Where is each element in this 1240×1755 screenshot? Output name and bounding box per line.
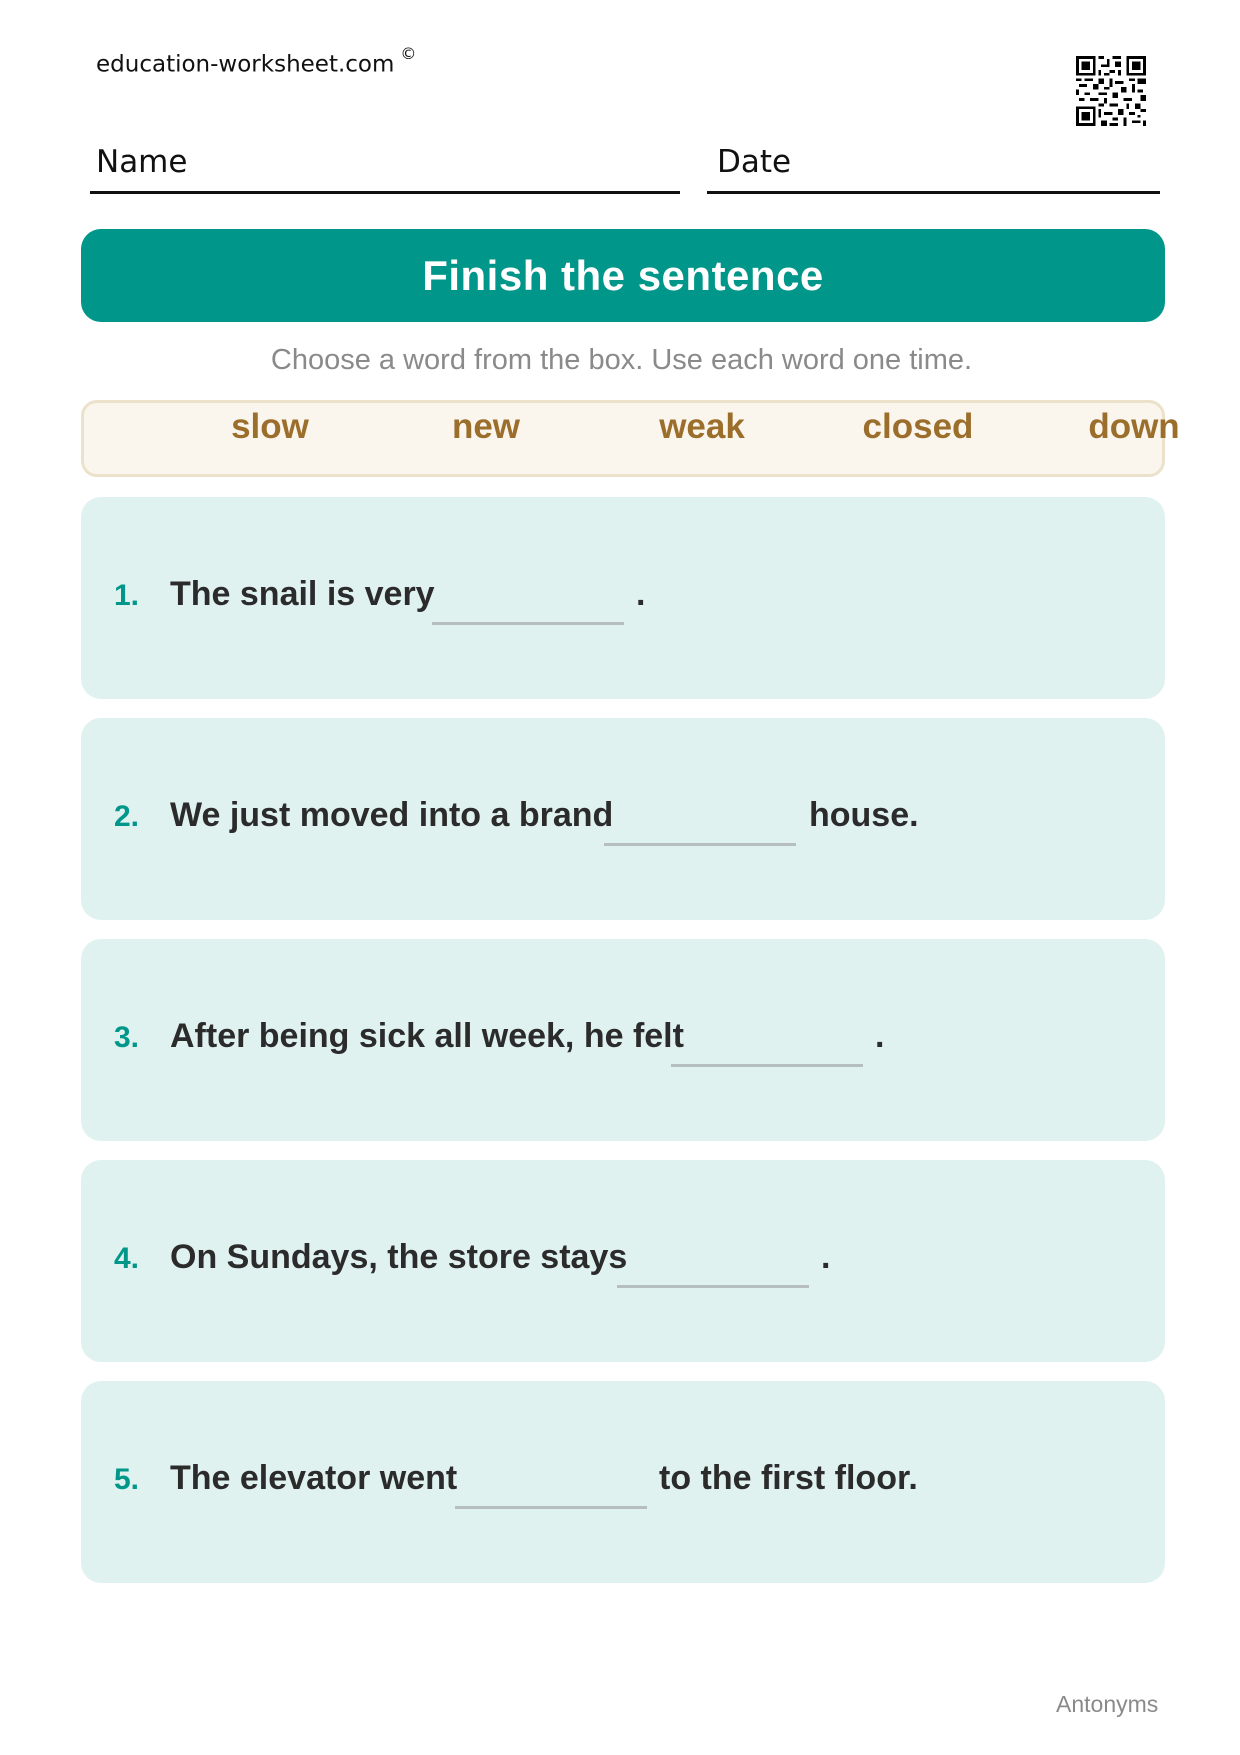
question-number: 4.: [114, 1242, 140, 1275]
qr-code-icon: [1076, 56, 1146, 126]
question-number: 2.: [114, 800, 140, 833]
instruction-text: Choose a word from the box. Use each word one time.: [270, 344, 973, 376]
site-name: education-worksheet.com ©: [96, 44, 417, 78]
question-card-5: [81, 1381, 1165, 1583]
word-bank-item: closed: [862, 407, 974, 446]
answer-blank[interactable]: [432, 622, 624, 625]
name-field[interactable]: [90, 140, 680, 194]
answer-blank[interactable]: [671, 1064, 863, 1067]
answer-blank[interactable]: [617, 1285, 809, 1288]
question-text-after: house.: [809, 796, 919, 834]
question-text-before: The snail is very: [170, 575, 435, 613]
name-label: Name: [96, 144, 188, 180]
question-text-after: to the first floor.: [659, 1459, 918, 1497]
question-text-before: We just moved into a brand: [170, 796, 614, 834]
word-bank-item: down: [1088, 407, 1180, 446]
answer-blank[interactable]: [455, 1506, 647, 1509]
question-number: 3.: [114, 1021, 140, 1054]
question-text-after: .: [875, 1017, 885, 1055]
question-number: 5.: [114, 1463, 140, 1496]
word-bank: [81, 400, 1180, 477]
question-text-before: After being sick all week, he felt: [170, 1017, 684, 1055]
worksheet-title: Finish the sentence: [81, 229, 1165, 322]
question-card-3: [81, 939, 1165, 1141]
question-text-after: .: [636, 575, 646, 613]
date-field[interactable]: [707, 140, 1160, 194]
question-card-4: [81, 1160, 1165, 1362]
answer-blank[interactable]: [604, 843, 796, 846]
question-card-2: [81, 718, 1165, 920]
question-text-before: On Sundays, the store stays: [170, 1238, 628, 1276]
word-bank-item: weak: [659, 407, 745, 446]
word-bank-item: slow: [231, 407, 309, 446]
question-number: 1.: [114, 579, 140, 612]
question-card-1: [81, 497, 1165, 699]
word-bank-item: new: [451, 407, 521, 446]
copyright-mark: ©: [400, 44, 417, 63]
question-text-after: .: [821, 1238, 831, 1276]
question-text-before: The elevator went: [170, 1459, 458, 1497]
date-label: Date: [717, 144, 792, 180]
footer-topic: Antonyms: [1056, 1691, 1159, 1717]
